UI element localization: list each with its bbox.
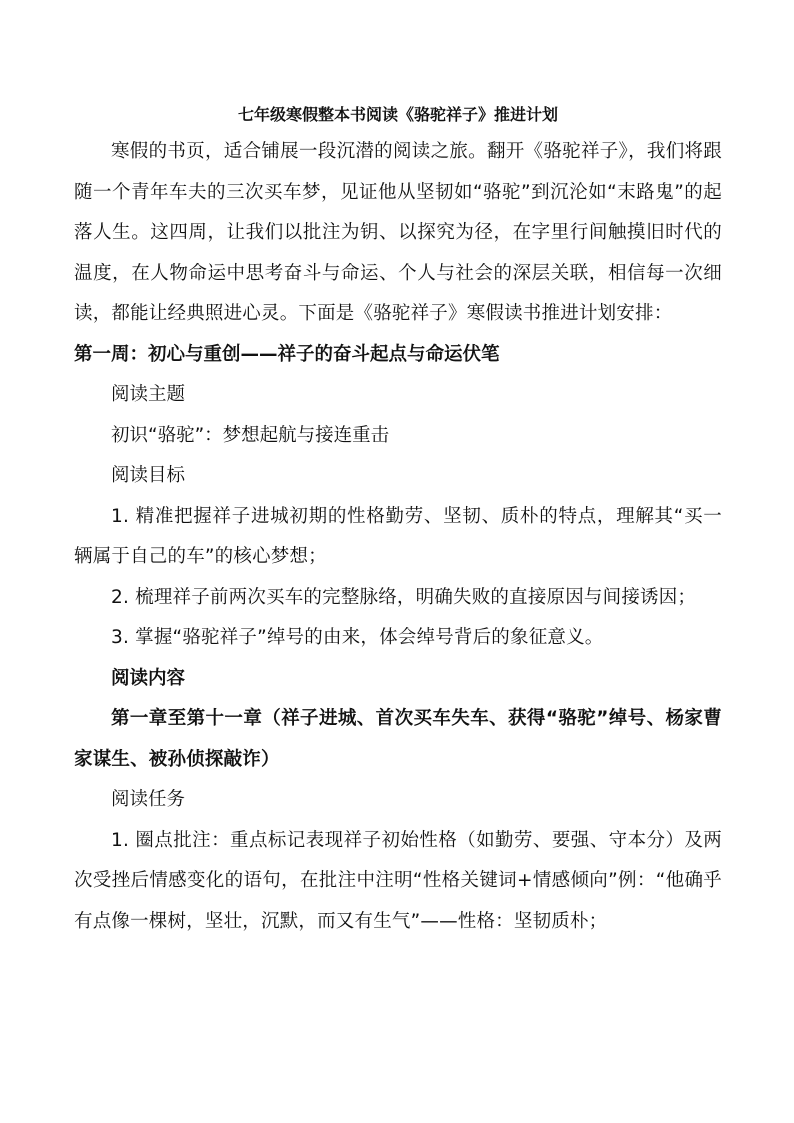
goal-item-1: 1. 精准把握祥子进城初期的性格勤劳、坚韧、质朴的特点，理解其“买一辆属于自己的车”的核心梦想；: [74, 505, 722, 567]
content-label: 阅读内容: [111, 667, 186, 689]
theme-text: 初识“骆驼”：梦想起航与接连重击: [111, 424, 390, 446]
document-title: 七年级寒假整本书阅读《骆驼祥子》推进计划: [237, 105, 558, 124]
tasks-label: 阅读任务: [111, 789, 186, 810]
goal-item-3: 3. 掌握“骆驼祥子”绰号的由来，体会绰号背后的象征意义。: [111, 627, 604, 648]
theme-label: 阅读主题: [111, 384, 186, 405]
document-page: [74, 100, 722, 942]
intro-paragraph: 寒假的书页，适合铺展一段沉潜的阅读之旅。翻开《骆驼祥子》，我们将跟随一个青年车夫的三次买车梦，见证他从坚韧如“骆驼”到沉沦如“末路鬼”的起落人生。这四周，让我们以批注为钥、以探究为径，在字里行间触摸旧时代的温度，在人物命运中思考奋斗与命运、个人与社会的深层关联，相信每一次细读，都能让经典照进心灵。下面是《骆驼祥子》寒假读书推进计划安排：: [74, 141, 722, 324]
goal-item-2: 2. 梳理祥子前两次买车的完整脉络，明确失败的直接原因与间接诱因；: [111, 586, 697, 608]
week1-heading: 第一周：初心与重创——祥子的奋斗起点与命运伏笔: [74, 343, 500, 365]
goals-label: 阅读目标: [111, 465, 186, 486]
task-item-1: 1. 圈点批注：重点标记表现祥子初始性格（如勤劳、要强、守本分）及两次受挫后情感变化的语句，在批注中注明“性格关键词+情感倾向”例：“他确乎有点像一棵树，坚壮，沉默，而又有生气”——性格：坚韧质朴；: [74, 829, 722, 932]
content-text: 第一章至第十一章（祥子进城、首次买车失车、获得“骆驼”绰号、杨家曹家谋生、被孙侦探敲诈）: [74, 708, 722, 770]
